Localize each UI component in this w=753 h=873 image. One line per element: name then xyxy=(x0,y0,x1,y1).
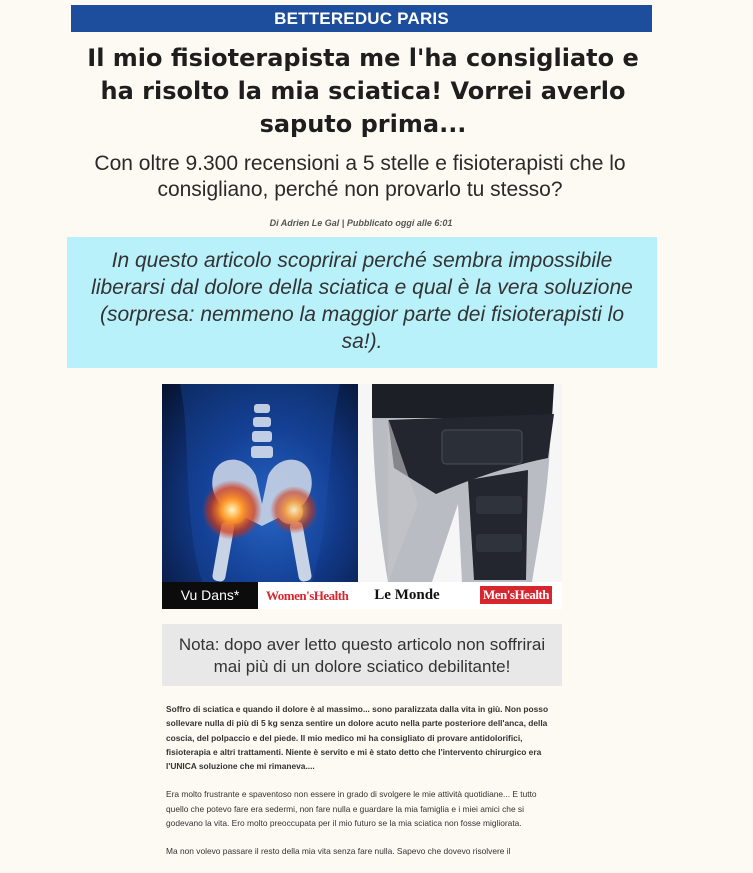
hip-brace-photo xyxy=(358,384,562,609)
hero-image xyxy=(162,384,562,609)
article-headline: Il mio fisioterapista me l'ha consigliato e ha risolto la mia sciatica! Vorrei averlo saputo prima... xyxy=(87,44,639,138)
paragraph: Soffro di sciatica e quando il dolore è al massimo... sono paralizzata dalla vita in giù. Non posso sollevare nulla di più di 5 kg senza sentire un dolore acuto nella parte posteriore dell'anca, della coscia, del polpaccio e del piede. Il mio medico mi ha consigliato di provare antidolorifici, fisioterapia e altri trattamenti. Niente è servito e mi è stato detto che l'intervento chirurgico era l'UNICA soluzione che mi rimaneva.... xyxy=(166,704,549,772)
paragraph: Ma non volevo passare il resto della mia vita senza fare nulla. Sapevo che dovevo risolvere il xyxy=(166,846,511,857)
womens-health-logo: Women'sHealth xyxy=(266,588,349,603)
le-monde-logo: Le Monde xyxy=(374,587,440,603)
mens-health-logo: Men'sHealth xyxy=(480,586,552,604)
note-text: Nota: dopo aver letto questo articolo non soffrirai mai più di un dolore sciatico debilitante! xyxy=(178,635,546,676)
article-subheadline: Con oltre 9.300 recensioni a 5 stelle e fisioterapisti che lo consigliano, perché non provarlo tu stesso? xyxy=(94,152,626,201)
as-seen-in-label: Vu Dans* xyxy=(162,582,258,609)
pelvis-skeleton-graphic xyxy=(162,384,358,582)
hip-pain-illustration xyxy=(162,384,358,609)
note-callout xyxy=(162,624,562,686)
intro-text: In questo articolo scoprirai perché sembra impossibile liberarsi dal dolore della sciatica e qual è la vera soluzione (sorpresa: nemmeno la maggior parte dei fisioterapisti lo sa!). xyxy=(91,249,633,353)
site-brand-bar[interactable]: BETTEREDUC PARIS xyxy=(71,5,652,32)
article-byline: Di Adrien Le Gal | Pubblicato oggi alle 6:01 xyxy=(269,218,453,228)
article-body xyxy=(166,702,558,873)
intro-callout xyxy=(67,237,657,368)
paragraph: Era molto frustrante e spaventoso non essere in grado di svolgere le mie attività quotidiane... E tutto quello che potevo fare era sedermi, non fare nulla e guardare la mia famiglia e i miei amici che si godevano la vita. Ero molto preoccupata per il mio futuro se la mia sciatica non fosse migliorata. xyxy=(166,789,537,829)
hip-brace-graphic xyxy=(358,384,562,582)
